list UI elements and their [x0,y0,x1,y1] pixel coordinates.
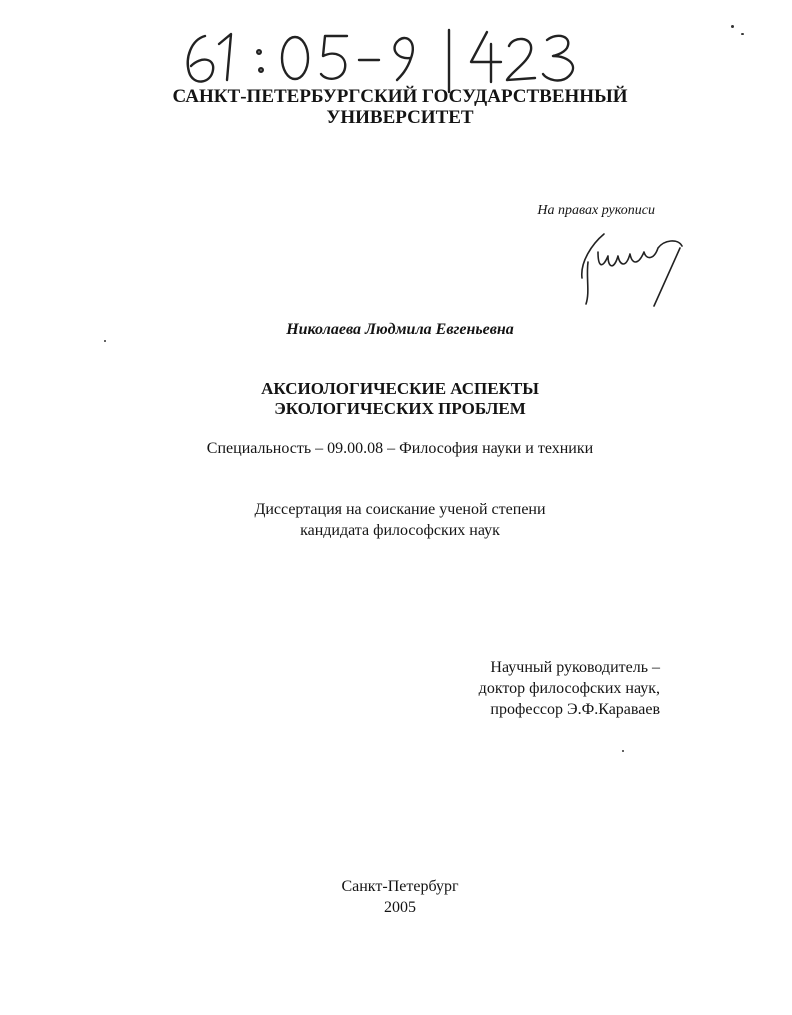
scan-speck [731,25,734,28]
supervisor-line-3: профессор Э.Ф.Караваев [490,701,660,718]
manuscript-note: На правах рукописи [537,203,655,218]
place-and-year [270,876,530,918]
specialty: Специальность – 09.00.08 – Философия науки и техники [206,440,594,457]
dissertation-title [160,379,640,419]
university-name [140,86,660,128]
degree-statement [160,499,640,541]
university-line-2: УНИВЕРСИТЕТ [326,107,474,128]
author-name: Николаева Людмила Евгеньевна [286,321,514,338]
year: 2005 [384,899,416,916]
title-line-1: АКСИОЛОГИЧЕСКИЕ АСПЕКТЫ [261,379,539,398]
handwritten-archive-number [175,14,595,94]
degree-line-2: кандидата философских наук [300,522,500,539]
scan-speck [622,750,624,752]
university-line-1: САНКТ-ПЕТЕРБУРГСКИЙ ГОСУДАРСТВЕННЫЙ [172,86,628,107]
supervisor-line-1: Научный руководитель – [490,659,660,676]
supervisor-line-2: доктор философских наук, [478,680,660,697]
scientific-supervisor [400,657,660,720]
scan-speck [104,340,106,342]
author-signature [568,222,693,314]
degree-line-1: Диссертация на соискание ученой степени [254,501,546,518]
place: Санкт-Петербург [341,878,459,895]
title-line-2: ЭКОЛОГИЧЕСКИХ ПРОБЛЕМ [274,399,526,418]
scan-speck [741,33,744,35]
